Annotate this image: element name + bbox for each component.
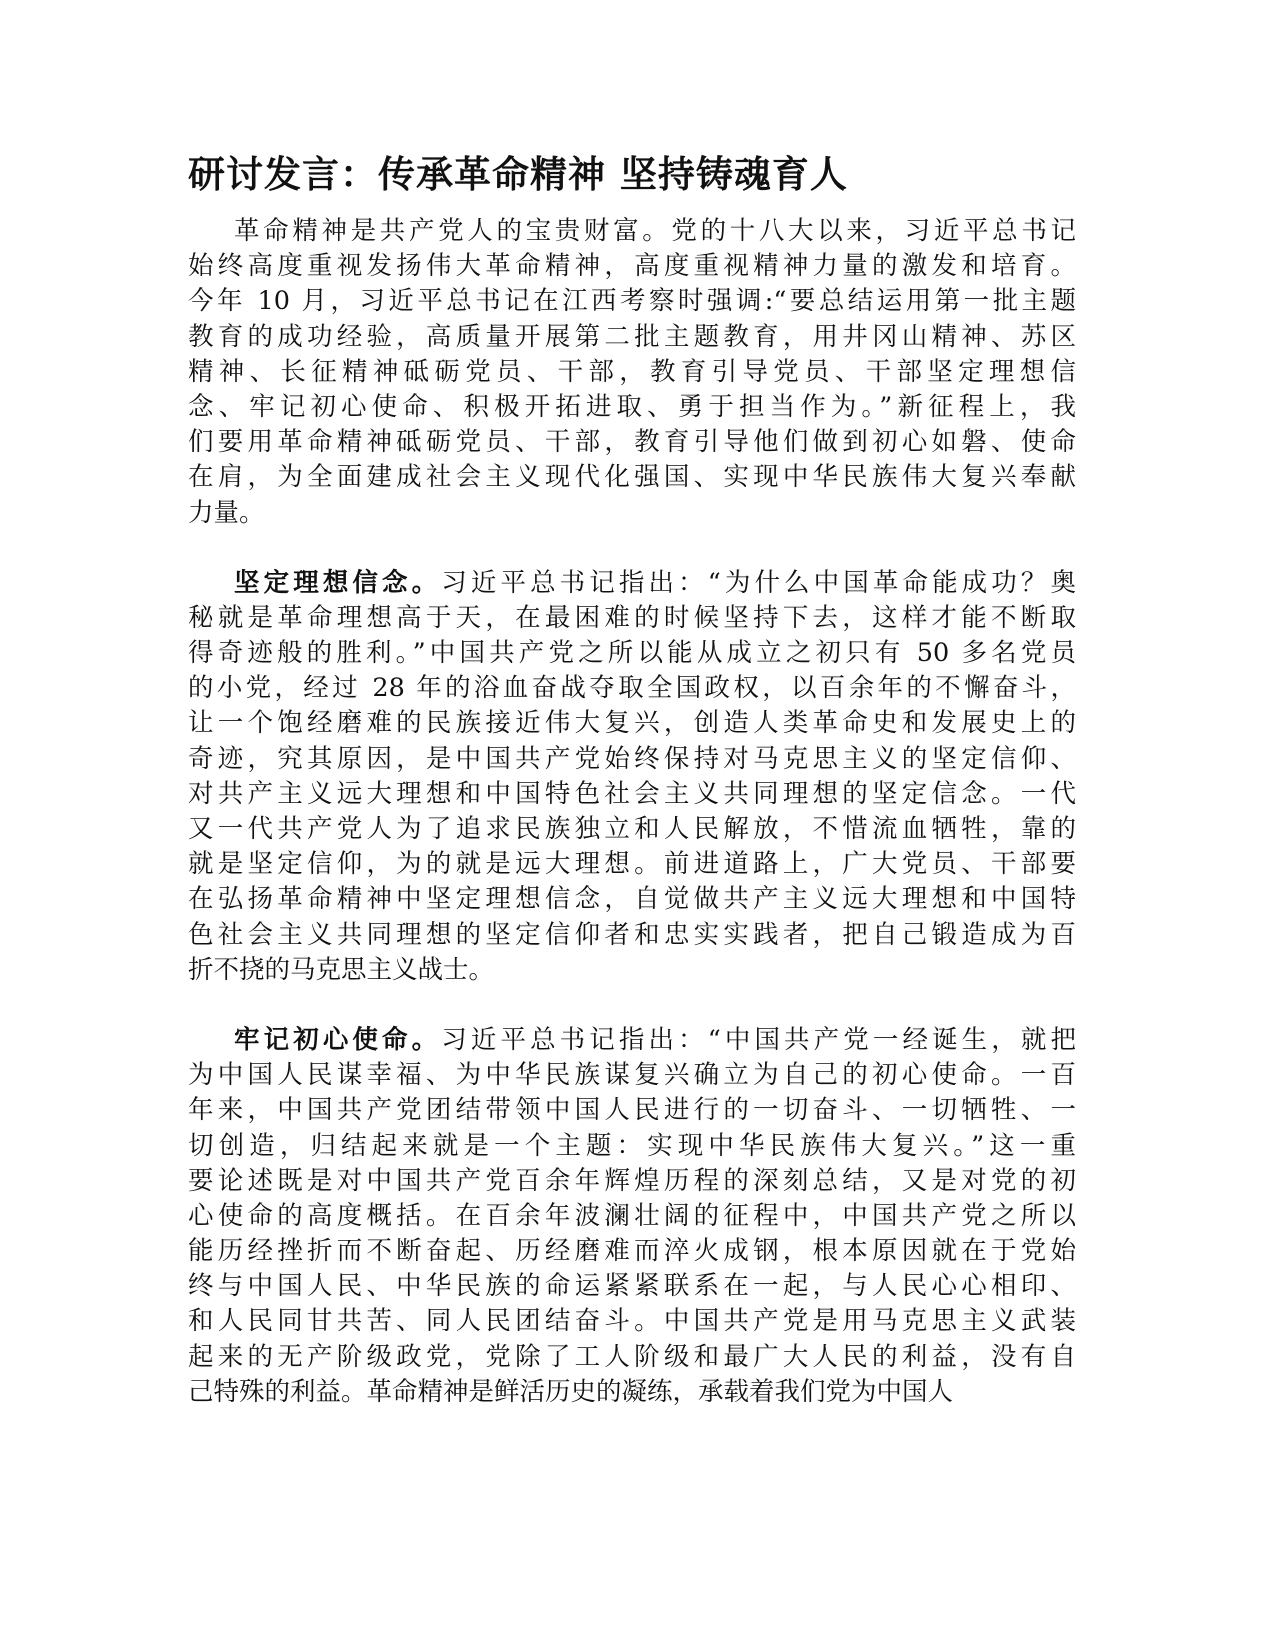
paragraph-mission [188, 1023, 1076, 1410]
text-line: 念、牢记初心使命、积极开拓进取、勇于担当作为。”新征程上，我 [188, 391, 1076, 422]
text-line: 切创造，归结起来就是一个主题：实现中华民族伟大复兴。”这一重 [188, 1130, 1076, 1161]
text-line: 己特殊的利益。革命精神是鲜活历史的凝练，承载着我们党为中国人 [188, 1376, 954, 1407]
text-line: 能历经挫折而不断奋起、历经磨难而淬火成钢，根本原因就在于党始 [188, 1236, 1076, 1267]
text-line: 教育的成功经验，高质量开展第二批主题教育，用井冈山精神、苏区 [188, 321, 1076, 352]
text-line: 革命精神是共产党人的宝贵财富。党的十八大以来，习近平总书记 [234, 216, 1076, 246]
document-body [188, 214, 1076, 1445]
text-line [188, 1023, 1076, 1058]
text-line: 年来，中国共产党团结带领中国人民进行的一切奋斗、一切牺牲、一 [188, 1095, 1076, 1126]
text-line: 今年 10 月，习近平总书记在江西考察时强调:“要总结运用第一批主题 [188, 286, 1076, 317]
text-line: 心使命的高度概括。在百余年波澜壮阔的征程中，中国共产党之所以 [188, 1200, 1076, 1231]
text-line: 精神、长征精神砥砺党员、干部，教育引导党员、干部坚定理想信 [188, 356, 1076, 387]
text-line [188, 566, 1076, 601]
text-line: 色社会主义共同理想的坚定信仰者和忠实实践者，把自己锻造成为百 [188, 919, 1076, 950]
paragraph-lead-continuation: 习近平总书记指出：“为什么中国革命能成功？奥 [441, 567, 1076, 598]
text-line: 终与中国人民、中华民族的命运紧紧联系在一起，与人民心心相印、 [188, 1271, 1076, 1302]
text-line: 秘就是革命理想高于天，在最困难的时候坚持下去，这样才能不断取 [188, 602, 1076, 633]
text-line: 让一个饱经磨难的民族接近伟大复兴，创造人类革命史和发展史上的 [188, 708, 1076, 739]
text-line: 为中国人民谋幸福、为中华民族谋复兴确立为自己的初心使命。一百 [188, 1060, 1076, 1091]
text-line: 起来的无产阶级政党，党除了工人阶级和最广大人民的利益，没有自 [188, 1341, 1076, 1372]
text-line: 力量。 [188, 497, 265, 528]
text-line: 又一代共产党人为了追求民族独立和人民解放，不惜流血牺牲，靠的 [188, 814, 1076, 844]
text-line: 要论述既是对中国共产党百余年辉煌历程的深刻总结，又是对党的初 [188, 1165, 1076, 1196]
text-line: 对共产主义远大理想和中国特色社会主义共同理想的坚定信念。一代 [188, 778, 1076, 809]
paragraph-lead: 牢记初心使命。 [234, 1024, 442, 1055]
paragraph-ideals [188, 566, 1076, 988]
text-line: 在肩，为全面建成社会主义现代化强国、实现中华民族伟大复兴奉献 [188, 462, 1076, 493]
paragraph-intro [188, 214, 1076, 531]
text-line: 在弘扬革命精神中坚定理想信念，自觉做共产主义远大理想和中国特 [188, 884, 1076, 915]
text-line: 折不挠的马克思主义战士。 [188, 954, 495, 985]
text-line: 就是坚定信仰，为的就是远大理想。前进道路上，广大党员、干部要 [188, 849, 1076, 880]
text-line: 和人民同甘共苦、同人民团结奋斗。中国共产党是用马克思主义武装 [188, 1306, 1076, 1337]
text-line: 们要用革命精神砥砺党员、干部，教育引导他们做到初心如磐、使命 [188, 427, 1076, 458]
text-line: 始终高度重视发扬伟大革命精神，高度重视精神力量的激发和培育。 [188, 251, 1076, 282]
paragraph-lead: 坚定理想信念。 [234, 567, 442, 598]
document-title: 研讨发言：传承革命精神 坚持铸魂育人 [188, 153, 848, 196]
text-line: 奇迹，究其原因，是中国共产党始终保持对马克思主义的坚定信仰、 [188, 743, 1076, 774]
paragraph-lead-continuation: 习近平总书记指出：“中国共产党一经诞生，就把 [441, 1024, 1076, 1055]
text-line: 的小党，经过 28 年的浴血奋战夺取全国政权，以百余年的不懈奋斗， [188, 673, 1076, 704]
text-line: 得奇迹般的胜利。”中国共产党之所以能从成立之初只有 50 多名党员 [188, 638, 1076, 669]
